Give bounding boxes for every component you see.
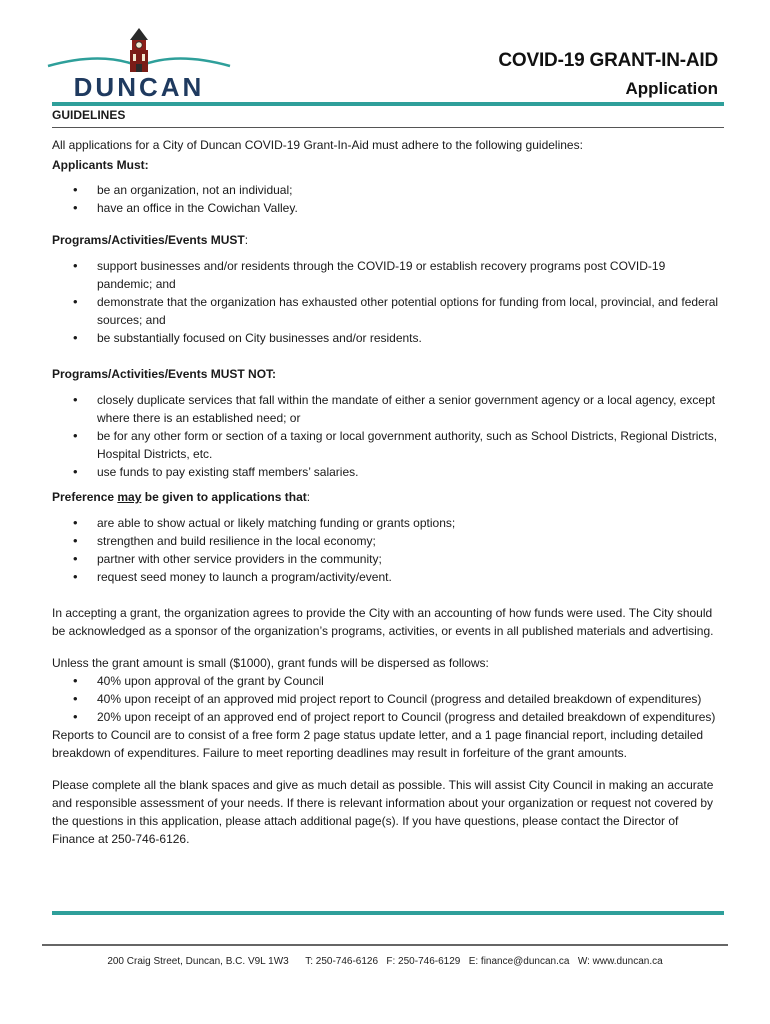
accounting-paragraph: In accepting a grant, the organization agrees to provide the City with an accounting of how funds were used. The City should be acknowledged as a sponsor of the organization’s programs, activities, or events in all published materials and advertising. [52,606,714,638]
list-item: • 40% upon approval of the grant by Council [52,672,720,690]
list-item: • 20% upon receipt of an approved end of project report to Council (progress and detailed breakdown of expenditures) [52,708,720,726]
logo-swoosh-right [140,59,230,67]
header-divider [52,102,724,106]
footer-website[interactable]: W: www.duncan.ca [577,956,663,967]
must-not-title: Programs/Activities/Events MUST NOT: [52,367,277,381]
list-item: • demonstrate that the organization has exhausted other potential options for funding from local, provincial, and federal sources; and [52,293,720,329]
must-title: Programs/Activities/Events MUST [52,233,245,247]
must-title-line [52,231,720,249]
disbursement-list [52,672,720,726]
closing-paragraph: Please complete all the blank spaces and give as much detail as possible. This will assist City Council in making an accurate and responsible assessment of your needs. If there is relevant information about your organization or request not covered by the questions in this application, please attach additional page(s). If you have questions, please contact the Director of Finance at 250-746-6126. [52,778,714,846]
preference-title-part1: Preference [52,490,118,504]
logo-swoosh-left [48,59,138,67]
list-item: • be substantially focused on City businesses and/or residents. [52,329,720,347]
list-item: • are able to show actual or likely matching funding or grants options; [52,514,720,532]
guidelines-content [52,136,720,848]
reports-note: Reports to Council are to consist of a free form 2 page status update letter, and a 1 page financial report, including detailed breakdown of expenditures. Failure to meet reporting deadlines may result in forfeiture of the grant amounts. [52,728,704,760]
document-title: COVID-19 GRANT-IN-AID [498,50,718,71]
intro-text: All applications for a City of Duncan COVID-19 Grant-In-Aid must adhere to the following guidelines: [52,138,583,152]
footer-fax: F: 250-746-6129 [386,956,461,967]
footer-contact [0,956,770,967]
list-item: • be for any other form or section of a taxing or local government authority, such as School Districts, Regional Districts, Hospital Districts, etc. [52,427,720,463]
duncan-logo [44,26,234,100]
preference-colon: : [306,490,311,504]
disbursement-intro: Unless the grant amount is small ($1000), grant funds will be dispersed as follows: [52,656,489,670]
preference-title-may: may [117,490,142,504]
list-item: • support businesses and/or residents through the COVID-19 or establish recovery programs post COVID-19 pandemic; and [52,257,720,293]
logo-wordmark: DUNCAN [73,72,205,100]
logo-clock [136,42,142,48]
footer-phone: T: 250-746-6126 [305,956,379,967]
logo-tower-roof [130,28,148,40]
must-not-list [52,391,720,481]
guidelines-heading: GUIDELINES [52,108,126,122]
preference-title-part2: be given to applications that [141,490,307,504]
list-item: • use funds to pay existing staff members’ salaries. [52,463,720,481]
content-bottom-divider [52,911,724,915]
guidelines-divider [52,127,724,128]
preference-title-line [52,488,720,506]
list-item: • partner with other service providers in the community; [52,550,720,568]
document-subtitle: Application [625,79,718,98]
footer-address: 200 Craig Street, Duncan, B.C. V9L 1W3 [107,956,289,967]
list-item: • strengthen and build resilience in the local economy; [52,532,720,550]
footer-email[interactable]: E: finance@duncan.ca [468,956,570,967]
list-item: • closely duplicate services that fall within the mandate of either a senior government agency or a local agency, except where there is an established need; or [52,391,720,427]
footer-divider [42,944,728,946]
list-item: • be an organization, not an individual; [52,181,720,199]
preference-list [52,514,720,586]
must-colon: : [244,233,249,247]
applicants-title: Applicants Must: [52,158,149,172]
must-list [52,257,720,347]
list-item: • 40% upon receipt of an approved mid project report to Council (progress and detailed breakdown of expenditures) [52,690,720,708]
applicants-list [52,181,720,217]
list-item: • have an office in the Cowichan Valley. [52,199,720,217]
list-item: • request seed money to launch a program/activity/event. [52,568,720,586]
